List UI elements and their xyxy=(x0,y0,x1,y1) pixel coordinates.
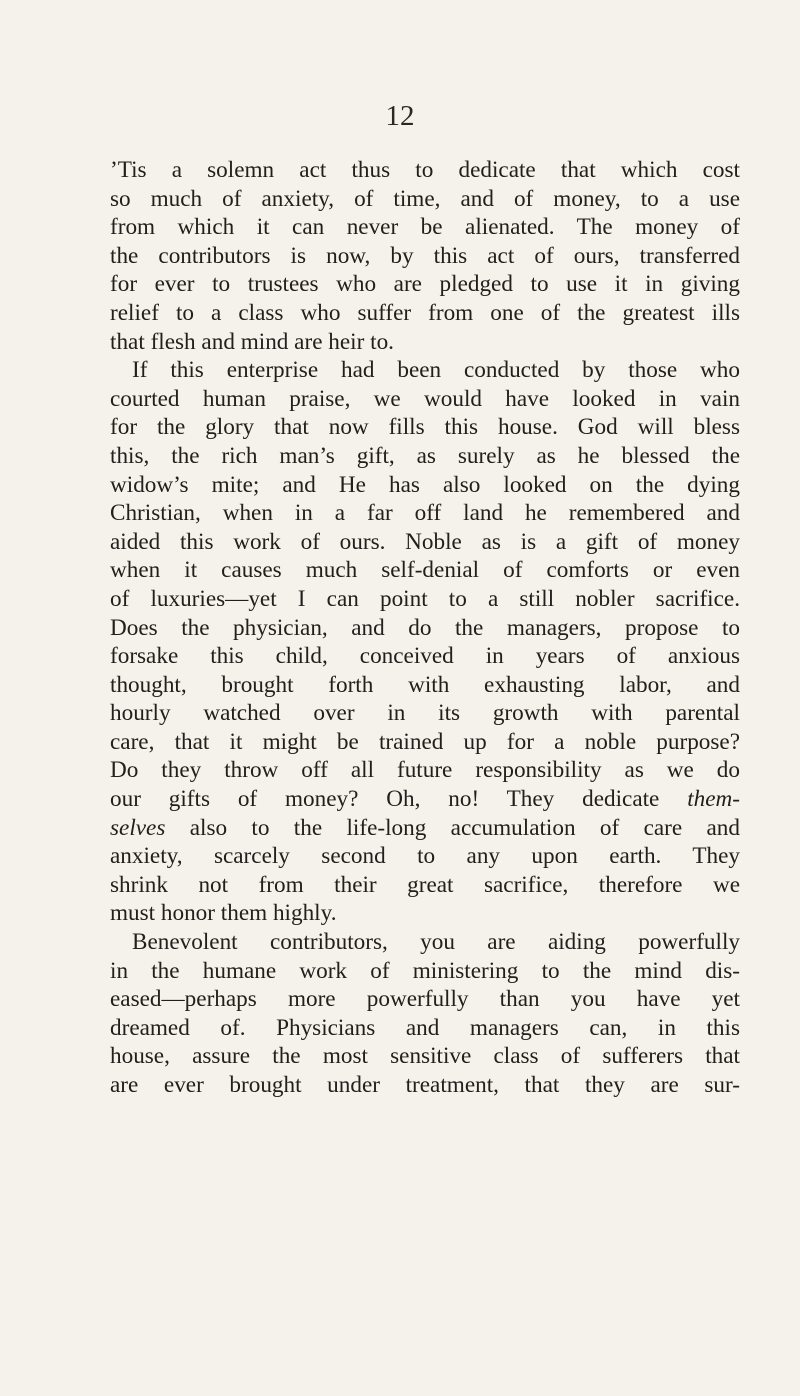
italic-text: selves xyxy=(110,814,166,841)
text-segment: our gifts of money? Oh, no! They dedicate xyxy=(110,786,688,813)
text-line: of luxuries—yet I can point to a still nobler sacrifice. xyxy=(110,585,740,612)
text-line: that flesh and mind are heir to. xyxy=(110,328,394,355)
text-line: the contributors is now, by this act of ours, transferred xyxy=(110,242,740,269)
text-line: in the humane work of ministering to the mind dis- xyxy=(110,957,740,984)
text-line: care, that it might be trained up for a noble purpose? xyxy=(110,728,740,755)
text-line: shrink not from their great sacrifice, therefore we xyxy=(110,871,740,898)
text-line: are ever brought under treatment, that they are sur- xyxy=(110,1072,740,1098)
text-line: anxiety, scarcely second to any upon earth. They xyxy=(110,843,740,870)
text-line: widow’s mite; and He has also looked on the dying xyxy=(110,471,740,498)
text-line: aided this work of ours. Noble as is a gift of money xyxy=(110,528,740,555)
text-line: Do they throw off all future responsibility as we do xyxy=(110,757,740,784)
text-line: for the glory that now fills this house. God will bless xyxy=(110,414,740,441)
body-text xyxy=(110,156,740,1100)
text-line: forsake this child, conceived in years of anxious xyxy=(110,643,740,670)
text-line: relief to a class who suffer from one of the greatest ills xyxy=(110,299,740,326)
text-line: this, the rich man’s gift, as surely as he blessed the xyxy=(110,442,740,469)
text-line: eased—perhaps more powerfully than you have yet xyxy=(110,986,740,1013)
text-line: must honor them highly. xyxy=(110,900,337,927)
text-line xyxy=(110,814,740,843)
text-segment: also to the life-long accumulation of care and xyxy=(165,814,740,841)
text-line: from which it can never be alienated. The money of xyxy=(110,214,740,241)
text-line: ’Tis a solemn act thus to dedicate that which cost xyxy=(110,157,740,183)
text-line: when it causes much self-denial of comforts or even xyxy=(110,557,740,584)
text-line: Does the physician, and do the managers, propose to xyxy=(110,614,740,641)
text-line: dreamed of. Physicians and managers can, in this xyxy=(110,1014,740,1041)
text-line: courted human praise, we would have looked in vain xyxy=(110,385,740,412)
text-line: thought, brought forth with exhausting labor, and xyxy=(110,671,740,698)
paragraph-start-line: Benevolent contributors, you are aiding powerfully xyxy=(132,929,740,956)
paragraph-start-line: If this enterprise had been conducted by those who xyxy=(132,357,740,384)
page-number: 12 xyxy=(385,100,415,132)
text-line xyxy=(110,785,740,814)
italic-text: them- xyxy=(687,786,740,813)
text-line: hourly watched over in its growth with parental xyxy=(110,700,740,727)
text-line: house, assure the most sensitive class of sufferers that xyxy=(110,1043,740,1070)
text-line: for ever to trustees who are pledged to use it in giving xyxy=(110,271,740,298)
text-line: Christian, when in a far off land he remembered and xyxy=(110,500,740,527)
text-line: so much of anxiety, of time, and of money, to a use xyxy=(110,185,740,212)
